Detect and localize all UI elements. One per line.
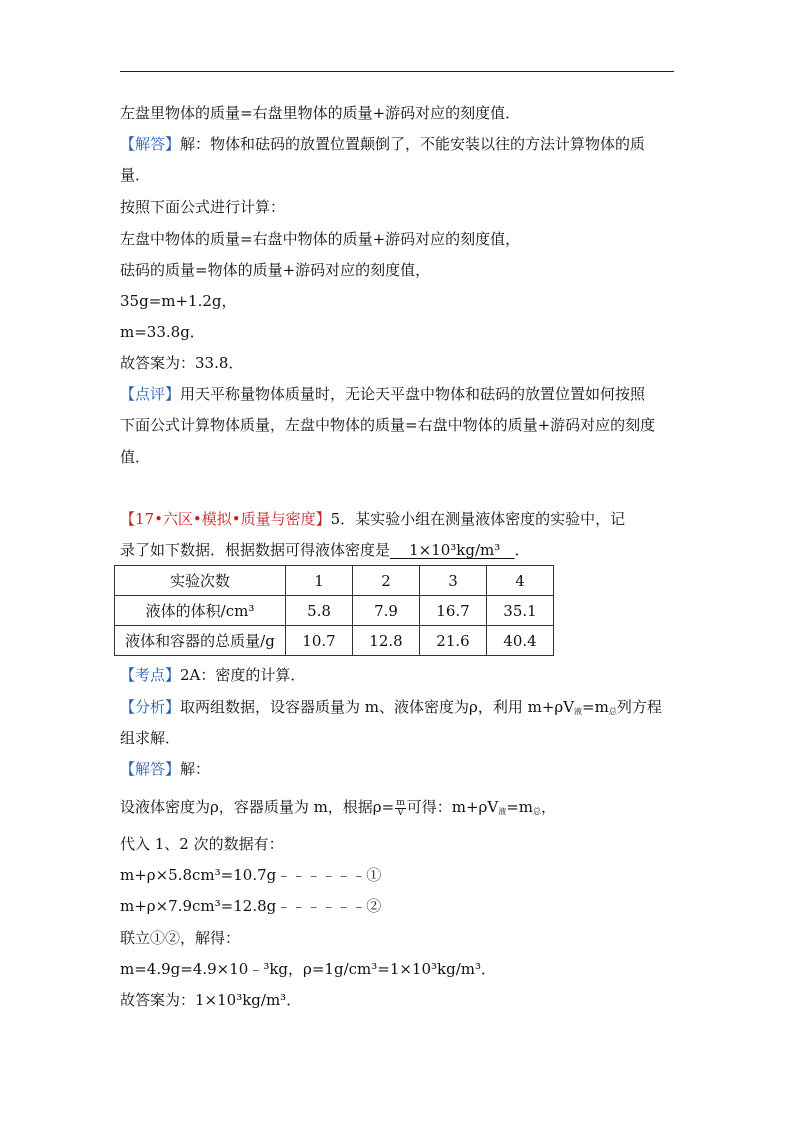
table-cell: 7.9 xyxy=(353,596,420,626)
table-cell: 2 xyxy=(353,566,420,596)
text-line: 砝码的质量=物体的质量+游码对应的刻度值， xyxy=(120,261,431,279)
density-fraction xyxy=(395,799,406,818)
table-row xyxy=(115,626,554,656)
point-tag: 【考点】 xyxy=(120,666,181,684)
question-line xyxy=(120,540,530,560)
solution-tag: 【解答】 xyxy=(120,760,181,778)
question-text: 录了如下数据．根据数据可得液体密度是 xyxy=(120,541,391,559)
header-rule xyxy=(120,71,674,72)
step-text: 可得：m+ρV xyxy=(406,798,499,816)
answer-line: 故答案为：33.8． xyxy=(120,354,244,372)
step-text: ， xyxy=(541,798,557,816)
table-cell: 10.7 xyxy=(286,626,353,656)
review-line xyxy=(120,384,645,404)
solution-line xyxy=(120,759,210,779)
table-cell: 液体和容器的总质量/g xyxy=(115,626,286,656)
table-cell: 3 xyxy=(420,566,487,596)
question-text: ． xyxy=(514,541,530,559)
solution-text: 解：物体和砝码的放置位置颠倒了，不能安装以往的方法计算物体的质 xyxy=(180,135,646,153)
subscript: 液 xyxy=(574,707,583,716)
text-line: 左盘中物体的质量=右盘中物体的质量+游码对应的刻度值， xyxy=(120,230,521,248)
equation-line: m+ρ×5.8cm³=10.7g﹣﹣﹣﹣﹣﹣① xyxy=(120,866,382,884)
text-line: 下面公式计算物体质量，左盘中物体的质量=右盘中物体的质量+游码对应的刻度 xyxy=(120,416,656,434)
blank-answer xyxy=(390,541,515,559)
text-line: 量． xyxy=(120,166,151,184)
equation-line: m+ρ×7.9cm³=12.8g﹣﹣﹣﹣﹣﹣② xyxy=(120,897,382,915)
text-line: 组求解． xyxy=(120,729,181,747)
question-line xyxy=(120,509,625,529)
solution-text: 解： xyxy=(180,760,211,778)
point-text: 2A：密度的计算． xyxy=(180,666,306,684)
blank-answer-value: 1×10³kg/m³ xyxy=(409,541,501,559)
step-line xyxy=(120,797,556,818)
review-text: 用天平称量物体质量时，无论天平盘中物体和砝码的放置位置如何按照 xyxy=(180,385,646,403)
analysis-text: 列方程 xyxy=(616,698,662,716)
review-tag: 【点评】 xyxy=(120,385,181,403)
text-line: 左盘里物体的质量=右盘里物体的质量+游码对应的刻度值． xyxy=(120,104,521,122)
fraction-denominator: V xyxy=(397,807,404,818)
table-cell: 16.7 xyxy=(420,596,487,626)
step-line: 联立①②，解得： xyxy=(120,929,241,947)
table-cell: 21.6 xyxy=(420,626,487,656)
subscript: 总 xyxy=(608,707,617,716)
subscript: 总 xyxy=(533,807,541,816)
equation-line: m=4.9g=4.9×10﹣³kg，ρ=1g/cm³=1×10³kg/m³． xyxy=(120,960,497,978)
step-line: 代入 1、2 次的数据有： xyxy=(120,835,284,853)
equation-line: 35g=m+1.2g， xyxy=(120,292,237,310)
solution-line xyxy=(120,134,645,154)
fraction-numerator: m xyxy=(396,797,405,808)
answer-line: 故答案为：1×10³kg/m³． xyxy=(120,991,302,1009)
subscript: 液 xyxy=(498,807,507,816)
point-line xyxy=(120,665,305,685)
step-text: =m xyxy=(506,798,533,816)
question-text: 5．某实验小组在测量液体密度的实验中，记 xyxy=(330,510,626,528)
table-row xyxy=(115,596,554,626)
table-cell: 液体的体积/cm³ xyxy=(115,596,286,626)
analysis-tag: 【分析】 xyxy=(120,698,181,716)
text-line: 按照下面公式进行计算： xyxy=(120,198,286,216)
analysis-text: 取两组数据，设容器质量为 m、液体密度为ρ，利用 m+ρV xyxy=(180,698,575,716)
data-table xyxy=(114,565,554,656)
table-cell: 1 xyxy=(286,566,353,596)
analysis-line xyxy=(120,697,662,717)
table-row xyxy=(115,566,554,596)
table-cell: 实验次数 xyxy=(115,566,286,596)
source-tag: 【17•六区•模拟•质量与密度】 xyxy=(120,510,331,528)
table-cell: 40.4 xyxy=(487,626,554,656)
equation-line: m=33.8g． xyxy=(120,323,205,341)
solution-tag: 【解答】 xyxy=(120,135,181,153)
analysis-text: =m xyxy=(582,698,609,716)
table-cell: 4 xyxy=(487,566,554,596)
table-cell: 35.1 xyxy=(487,596,554,626)
text-line: 值． xyxy=(120,448,151,466)
table-cell: 5.8 xyxy=(286,596,353,626)
step-text: 设液体密度为ρ，容器质量为 m，根据ρ= xyxy=(120,798,395,816)
table-cell: 12.8 xyxy=(353,626,420,656)
